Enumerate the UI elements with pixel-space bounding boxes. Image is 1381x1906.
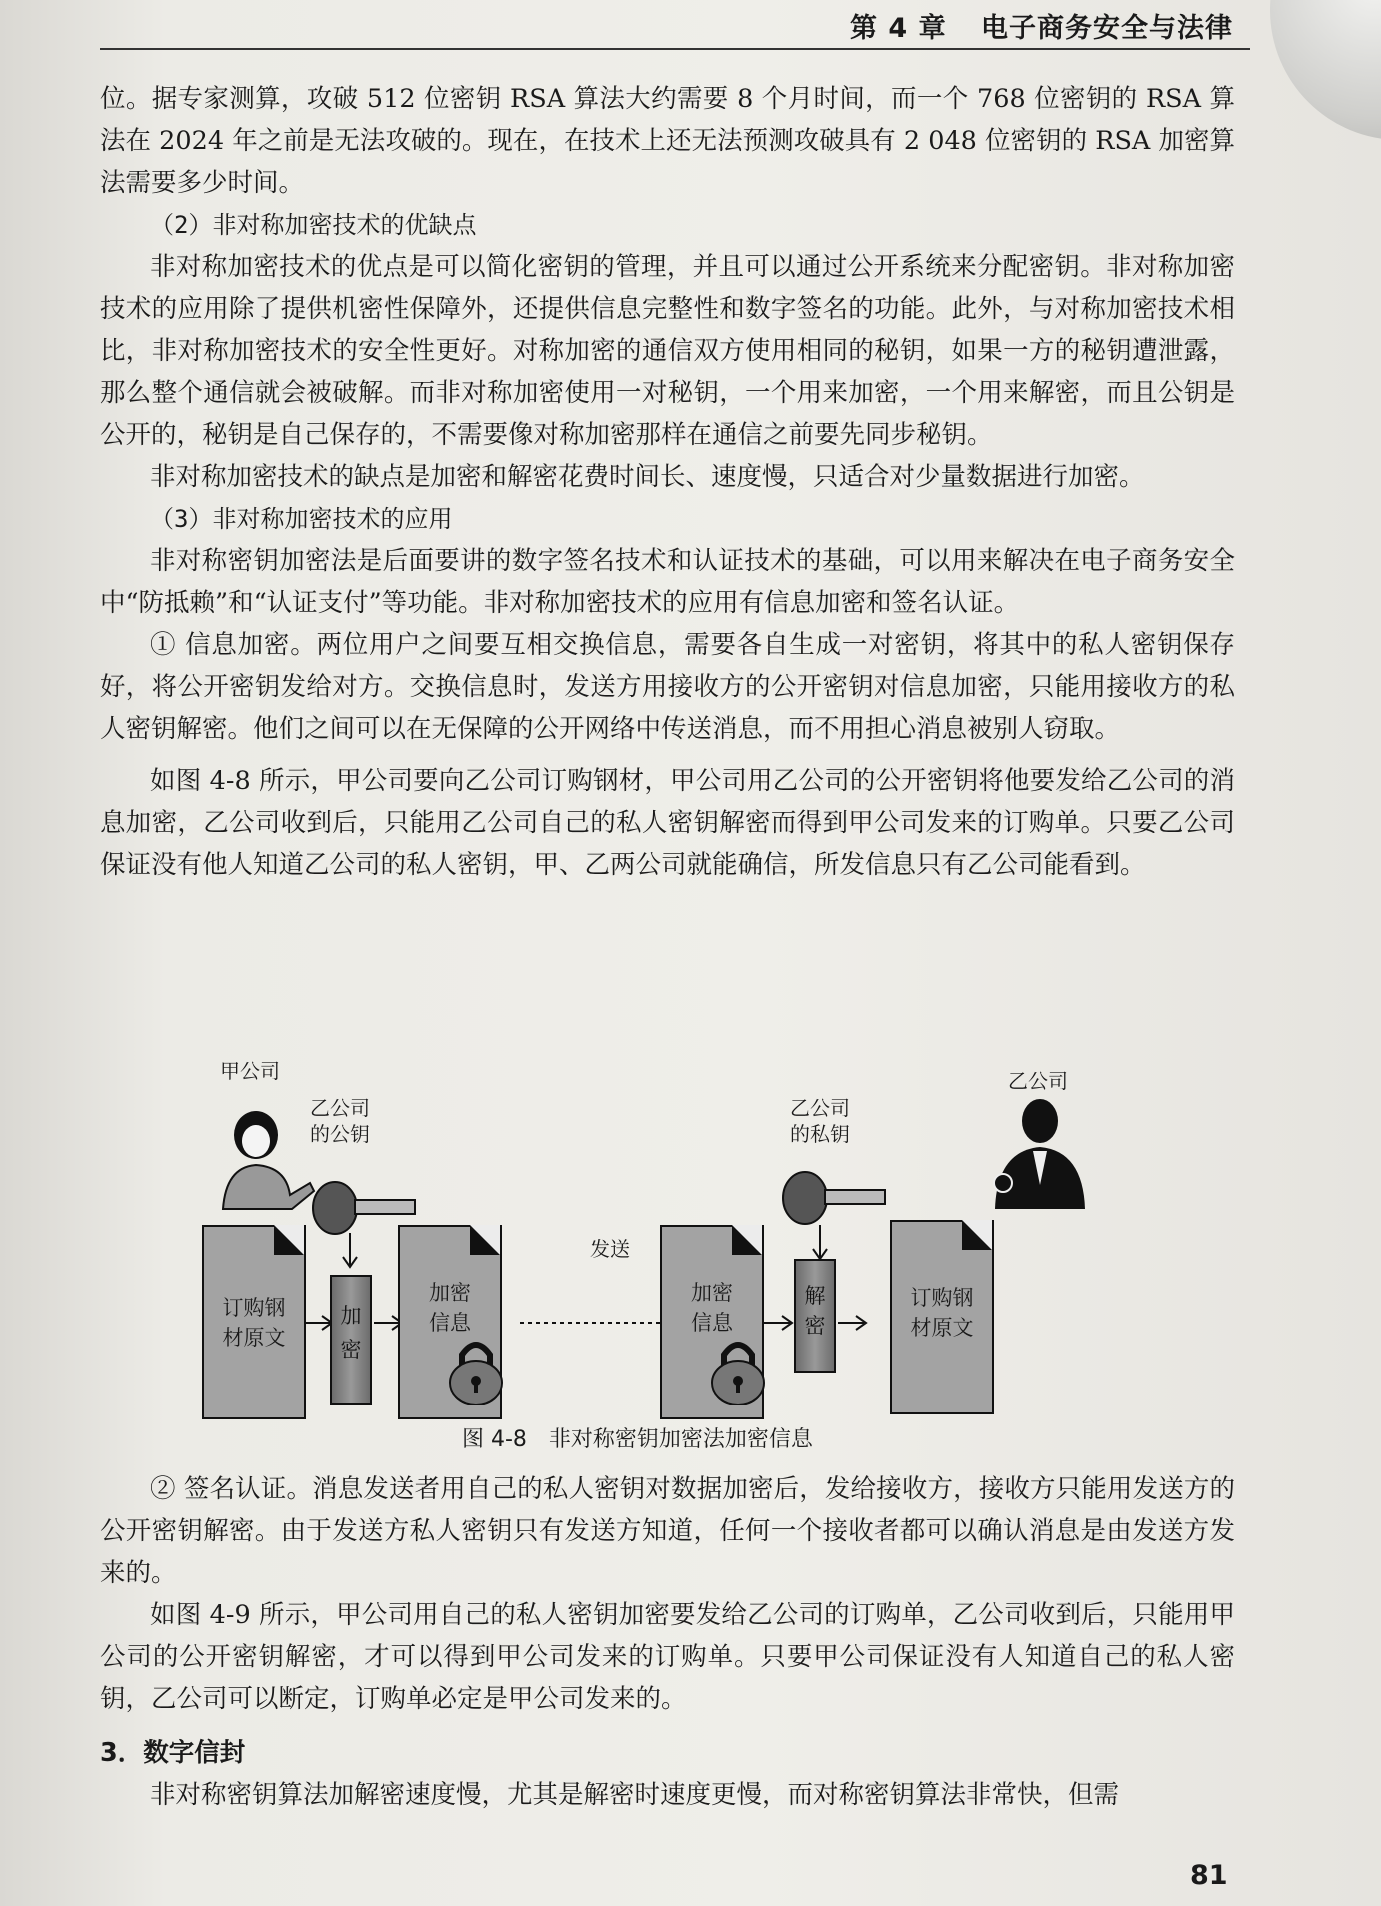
doc-label: 信息 — [691, 1311, 733, 1335]
chapter-number: 第 4 章 — [850, 13, 947, 44]
doc-label: 信息 — [429, 1311, 471, 1335]
paragraph: ② 签名认证。消息发送者用自己的私人密钥对数据加密后，发给接收方，接收方只能用发送方的公开密钥解密。由于发送方私人密钥只有发送方知道，任何一个接收者都可以确认消息是由发送方发来的。 — [100, 1474, 1235, 1588]
coin-decoration — [1270, 0, 1381, 140]
receiver-label: 乙公司 — [1008, 1069, 1068, 1093]
public-key-label — [310, 1095, 370, 1147]
process-label: 加 — [340, 1304, 362, 1328]
lock-icon — [710, 1335, 766, 1405]
decrypt-process — [794, 1259, 836, 1373]
arrow-right-icon — [764, 1313, 794, 1333]
paragraph: 非对称加密技术的缺点是加密和解密花费时间长、速度慢，只适合对少量数据进行加密。 — [150, 462, 1145, 492]
doc-label: 订购钢 — [910, 1286, 974, 1310]
paragraph: 如图 4-8 所示，甲公司要向乙公司订购钢材，甲公司用乙公司的公开密钥将他要发给乙公司的消息加密，乙公司收到后，只能用乙公司自己的私人密钥解密而得到甲公司发来的订购单。只要乙公司保证没有他人知道乙公司的私人密钥，甲、乙两公司就能确信，所发信息只有乙公司能看到。 — [100, 766, 1235, 880]
figure-4-8 — [190, 1055, 1230, 1425]
paragraph: 非对称加密技术的优点是可以简化密钥的管理，并且可以通过公开系统来分配密钥。非对称加密技术的应用除了提供机密性保障外，还提供信息完整性和数字签名的功能。此外，与对称加密技术相比，非对称加密技术的安全性更好。对称加密的通信双方使用相同的秘钥，如果一方的秘钥遭泄露，那么整个通信就会被破解。而非对称加密使用一对秘钥，一个用来加密，一个用来解密，而且公钥是公开的，秘钥是自己保存的，不需要像对称加密那样在通信之前要先同步秘钥。 — [100, 252, 1235, 450]
doc-label: 加密 — [429, 1281, 471, 1305]
doc-fold — [470, 1225, 500, 1255]
paragraph: ① 信息加密。两位用户之间要互相交换信息，需要各自生成一对密钥，将其中的私人密钥保存好，将公开密钥发给对方。交换信息时，发送方用接收方的公开密钥对信息加密，只能用接收方的私人密钥解密。他们之间可以在无保障的公开网络中传送消息，而不用担心消息被别人窃取。 — [100, 630, 1235, 744]
text-block-top — [100, 78, 1235, 886]
private-key-icon — [780, 1170, 890, 1230]
doc-label: 材原文 — [222, 1326, 286, 1350]
chapter-title: 电子商务安全与法律 — [981, 13, 1233, 44]
dotted-arrow-icon — [520, 1313, 680, 1333]
public-key-label-line: 的公钥 — [310, 1122, 370, 1146]
page-number: 81 — [1190, 1860, 1228, 1891]
text-block-bottom — [100, 1468, 1235, 1816]
private-key-label — [790, 1095, 850, 1147]
arrow-down-icon — [340, 1233, 360, 1273]
section-heading: （2）非对称加密技术的优缺点 — [150, 211, 477, 239]
doc-label: 订购钢 — [222, 1296, 286, 1320]
private-key-label-line: 乙公司 — [790, 1096, 850, 1120]
encrypt-process — [330, 1275, 372, 1405]
doc-label: 材原文 — [910, 1316, 974, 1340]
arrow-right-icon — [838, 1313, 868, 1333]
process-label: 密 — [340, 1338, 362, 1362]
receiver-person-icon — [985, 1095, 1095, 1210]
paragraph: 非对称密钥加密法是后面要讲的数字签名技术和认证技术的基础，可以用来解决在电子商务安全中“防抵赖”和“认证支付”等功能。非对称加密技术的应用有信息加密和签名认证。 — [100, 546, 1235, 618]
sender-label: 甲公司 — [220, 1059, 280, 1083]
paragraph: 位。据专家测算，攻破 512 位密钥 RSA 算法大约需要 8 个月时间，而一个 768 位密钥的 RSA 算法在 2024 年之前是无法攻破的。现在，在技术上还无法预测攻破具有 2 048 位密钥的 RSA 加密算法需要多少时间。 — [100, 84, 1235, 198]
private-key-label-line: 的私钥 — [790, 1122, 850, 1146]
doc-fold — [962, 1220, 992, 1250]
paragraph: 非对称密钥算法加解密速度慢，尤其是解密时速度更慢，而对称密钥算法非常快，但需 — [150, 1780, 1120, 1810]
paragraph: 如图 4-9 所示，甲公司用自己的私人密钥加密要发给乙公司的订购单，乙公司收到后，只能用甲公司的公开密钥解密，才可以得到甲公司发来的订购单。只要甲公司保证没有人知道自己的私人密钥，乙公司可以断定，订购单必定是甲公司发来的。 — [100, 1600, 1235, 1714]
doc-fold — [274, 1225, 304, 1255]
doc-label: 加密 — [691, 1281, 733, 1305]
doc-fold — [732, 1225, 762, 1255]
lock-icon — [448, 1335, 504, 1405]
process-label: 解 — [804, 1284, 826, 1308]
process-label: 密 — [804, 1314, 826, 1338]
header-rule — [100, 48, 1250, 50]
figure-caption: 图 4-8 非对称密钥加密法加密信息 — [462, 1427, 813, 1452]
section-heading: （3）非对称加密技术的应用 — [150, 505, 453, 533]
page-header — [850, 6, 1233, 45]
section-heading: 3．数字信封 — [100, 1738, 246, 1768]
sender-person-icon — [218, 1105, 318, 1210]
public-key-label-line: 乙公司 — [310, 1096, 370, 1120]
send-label: 发送 — [590, 1237, 630, 1261]
